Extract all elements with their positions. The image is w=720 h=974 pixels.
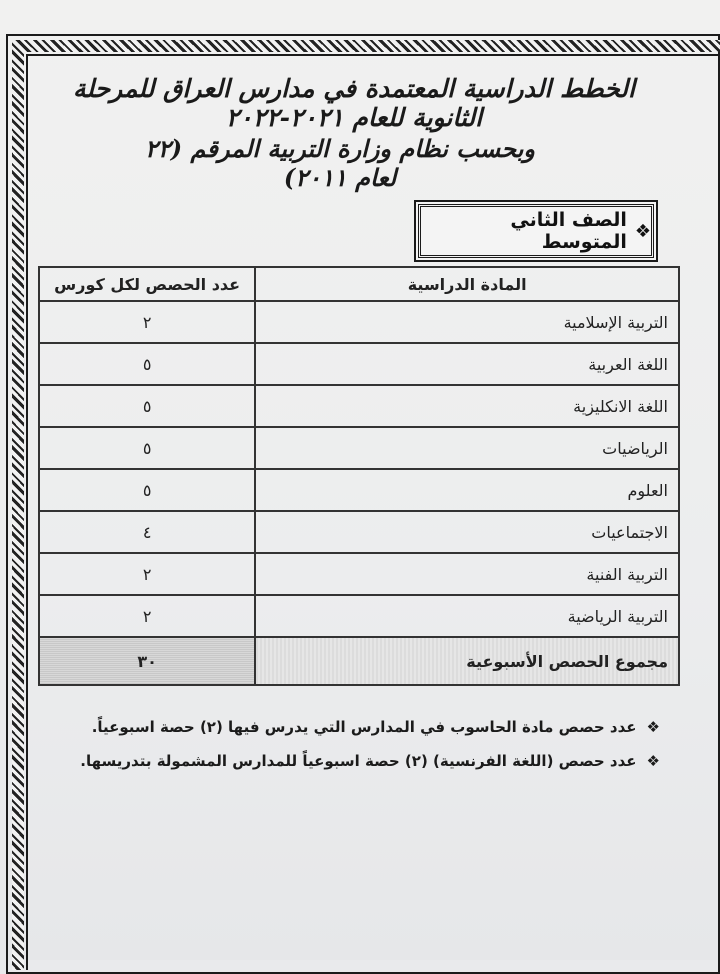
subject-cell: الرياضيات xyxy=(255,427,679,469)
title-line-1: الخطط الدراسية المعتمدة في مدارس العراق للمرحلة الثانوية للعام ٢٠٢١-٢٠٢٢ xyxy=(73,74,635,132)
grade-title-box xyxy=(418,204,654,258)
hours-cell: ٥ xyxy=(39,343,255,385)
subject-cell: اللغة الانكليزية xyxy=(255,385,679,427)
diamond-bullet-icon: ❖ xyxy=(646,752,660,770)
table-row xyxy=(39,469,679,511)
subject-cell: التربية الفنية xyxy=(255,553,679,595)
diamond-bullet-icon: ❖ xyxy=(634,220,651,242)
hours-cell: ٥ xyxy=(39,385,255,427)
hours-cell: ٤ xyxy=(39,511,255,553)
hours-cell: ٥ xyxy=(39,427,255,469)
table-row xyxy=(39,385,679,427)
hours-cell: ٥ xyxy=(39,469,255,511)
total-value-cell: ٣٠ xyxy=(39,637,255,685)
subject-cell: العلوم xyxy=(255,469,679,511)
table-row xyxy=(39,595,679,637)
table-total-row xyxy=(39,637,679,685)
note-item xyxy=(40,752,660,770)
diamond-bullet-icon: ❖ xyxy=(646,718,660,736)
subject-cell: اللغة العربية xyxy=(255,343,679,385)
subject-cell: التربية الإسلامية xyxy=(255,301,679,343)
hours-cell: ٢ xyxy=(39,553,255,595)
note-text: عدد حصص مادة الحاسوب في المدارس التي يدرس فيها (٢) حصة اسبوعياً. xyxy=(91,718,637,736)
note-item xyxy=(40,718,660,736)
table-row xyxy=(39,343,679,385)
grade-title: الصف الثاني المتوسط xyxy=(510,209,627,253)
table-row xyxy=(39,427,679,469)
table-row xyxy=(39,553,679,595)
table-row xyxy=(39,511,679,553)
subject-cell: الاجتماعيات xyxy=(255,511,679,553)
subject-cell: التربية الرياضية xyxy=(255,595,679,637)
hours-cell: ٢ xyxy=(39,595,255,637)
table-row xyxy=(39,301,679,343)
title-line-2: وبحسب نظام وزارة التربية المرقم (٢٢ لعام ٢٠١١) xyxy=(145,134,535,192)
table-header-row xyxy=(39,267,679,301)
column-header-hours: عدد الحصص لكل كورس xyxy=(39,267,255,301)
study-plan-table xyxy=(38,266,680,686)
column-header-subject: المادة الدراسية xyxy=(255,267,679,301)
notes-list xyxy=(40,718,660,786)
total-label-cell: مجموع الحصص الأسبوعية xyxy=(255,637,679,685)
hours-cell: ٢ xyxy=(39,301,255,343)
note-text: عدد حصص (اللغة الفرنسية) (٢) حصة اسبوعياً للمدارس المشمولة بتدريسها. xyxy=(80,752,637,770)
